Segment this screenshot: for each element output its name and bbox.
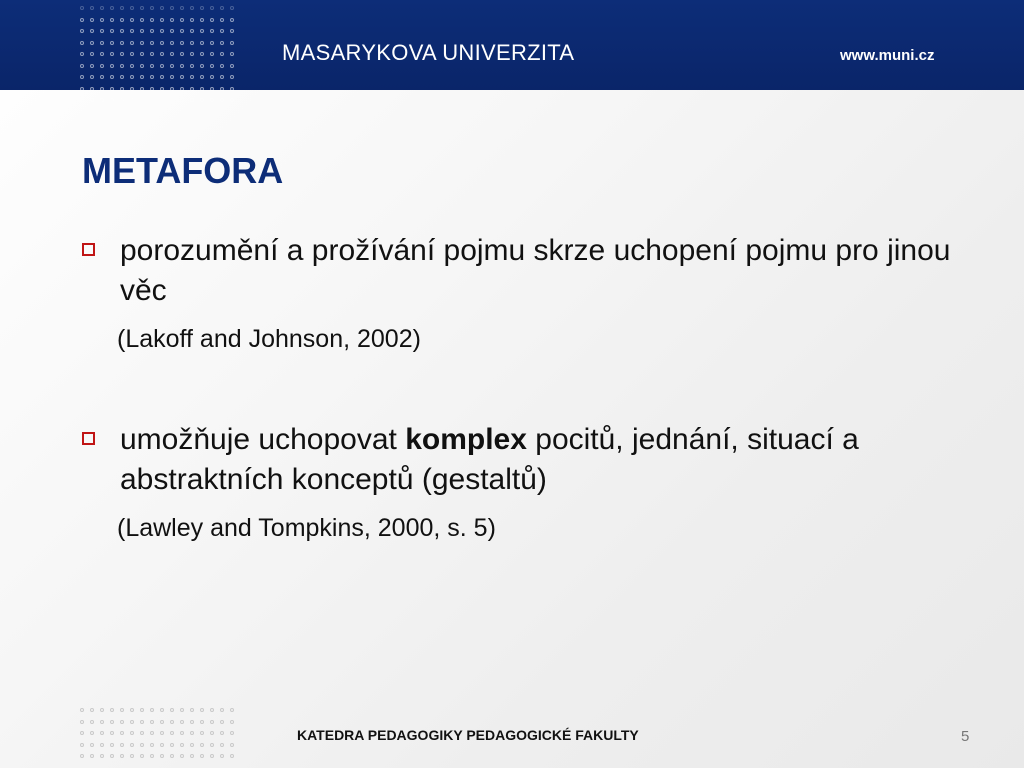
decorative-dot (210, 64, 214, 68)
decorative-dot (210, 52, 214, 56)
decorative-dot (220, 731, 224, 735)
decorative-dot (90, 87, 94, 91)
decorative-dot (130, 64, 134, 68)
decorative-dot (200, 75, 204, 79)
decorative-dot (220, 64, 224, 68)
decorative-dot (90, 98, 94, 102)
decorative-dot (200, 29, 204, 33)
decorative-dot (120, 41, 124, 45)
citation-1: (Lakoff and Johnson, 2002) (117, 325, 421, 353)
decorative-dot (160, 708, 164, 712)
decorative-dot (80, 64, 84, 68)
decorative-dot (230, 75, 234, 79)
decorative-dot (120, 708, 124, 712)
decorative-dot (130, 29, 134, 33)
decorative-dot (210, 754, 214, 758)
decorative-dot (140, 754, 144, 758)
decorative-dot (200, 98, 204, 102)
decorative-dot (120, 29, 124, 33)
decorative-dot (90, 6, 94, 10)
decorative-dot (170, 754, 174, 758)
decorative-dot (200, 731, 204, 735)
decorative-dot (90, 708, 94, 712)
decorative-dot (160, 6, 164, 10)
decorative-dot (160, 52, 164, 56)
decorative-dot (220, 720, 224, 724)
decorative-dot (160, 18, 164, 22)
decorative-dot (100, 708, 104, 712)
decorative-dot (90, 52, 94, 56)
decorative-dot (120, 6, 124, 10)
decorative-dot (150, 64, 154, 68)
decorative-dot (90, 720, 94, 724)
decorative-dot (100, 41, 104, 45)
decorative-dot (180, 754, 184, 758)
decorative-dot (90, 743, 94, 747)
decorative-dot (150, 6, 154, 10)
decorative-dot (80, 87, 84, 91)
decorative-dot (90, 731, 94, 735)
decorative-dot (180, 18, 184, 22)
decorative-dot (190, 41, 194, 45)
decorative-dot (130, 87, 134, 91)
decorative-dot (140, 29, 144, 33)
decorative-dot (110, 720, 114, 724)
decorative-dot (190, 754, 194, 758)
decorative-dot (140, 41, 144, 45)
decorative-dot (220, 754, 224, 758)
decorative-dot (120, 75, 124, 79)
decorative-dot (190, 29, 194, 33)
decorative-dot (120, 98, 124, 102)
footer-dot-pattern (80, 708, 240, 766)
decorative-dot (130, 708, 134, 712)
decorative-dot (80, 731, 84, 735)
decorative-dot (130, 754, 134, 758)
decorative-dot (110, 64, 114, 68)
decorative-dot (150, 708, 154, 712)
slide-title: METAFORA (82, 150, 284, 191)
decorative-dot (200, 41, 204, 45)
decorative-dot (210, 75, 214, 79)
decorative-dot (90, 18, 94, 22)
decorative-dot (180, 41, 184, 45)
decorative-dot (180, 87, 184, 91)
decorative-dot (230, 29, 234, 33)
decorative-dot (90, 64, 94, 68)
bullet-2-text-before: umožňuje uchopovat (120, 423, 406, 456)
decorative-dot (190, 18, 194, 22)
decorative-dot (170, 87, 174, 91)
decorative-dot (140, 87, 144, 91)
decorative-dot (140, 52, 144, 56)
decorative-dot (80, 75, 84, 79)
decorative-dot (190, 6, 194, 10)
decorative-dot (170, 98, 174, 102)
decorative-dot (80, 743, 84, 747)
decorative-dot (210, 87, 214, 91)
citation-2: (Lawley and Tompkins, 2000, s. 5) (117, 514, 496, 542)
decorative-dot (110, 743, 114, 747)
decorative-dot (170, 64, 174, 68)
decorative-dot (160, 731, 164, 735)
decorative-dot (190, 708, 194, 712)
decorative-dot (130, 18, 134, 22)
university-name: MASARYKOVA UNIVERZITA (282, 40, 575, 65)
decorative-dot (230, 64, 234, 68)
decorative-dot (190, 720, 194, 724)
decorative-dot (150, 743, 154, 747)
decorative-dot (140, 6, 144, 10)
decorative-dot (170, 731, 174, 735)
decorative-dot (150, 720, 154, 724)
decorative-dot (80, 754, 84, 758)
decorative-dot (110, 52, 114, 56)
decorative-dot (230, 743, 234, 747)
decorative-dot (200, 754, 204, 758)
decorative-dot (220, 41, 224, 45)
decorative-dot (170, 743, 174, 747)
decorative-dot (130, 731, 134, 735)
footer-department: KATEDRA PEDAGOGIKY PEDAGOGICKÉ FAKULTY (297, 727, 639, 743)
decorative-dot (80, 52, 84, 56)
decorative-dot (130, 52, 134, 56)
decorative-dot (180, 708, 184, 712)
decorative-dot (120, 743, 124, 747)
bullet-2-bold-term: komplex (405, 423, 527, 456)
decorative-dot (180, 29, 184, 33)
decorative-dot (180, 64, 184, 68)
decorative-dot (150, 75, 154, 79)
decorative-dot (160, 41, 164, 45)
decorative-dot (200, 52, 204, 56)
decorative-dot (230, 720, 234, 724)
decorative-dot (130, 75, 134, 79)
decorative-dot (220, 75, 224, 79)
decorative-dot (230, 52, 234, 56)
bullet-2-text-after: pocitů, jednání, situací a abstraktních konceptů (gestaltů) (120, 423, 859, 496)
decorative-dot (190, 87, 194, 91)
decorative-dot (80, 18, 84, 22)
decorative-dot (160, 29, 164, 33)
decorative-dot (210, 6, 214, 10)
decorative-dot (110, 18, 114, 22)
decorative-dot (230, 87, 234, 91)
decorative-dot (140, 708, 144, 712)
decorative-dot (120, 18, 124, 22)
bullet-1-text: porozumění a prožívání pojmu skrze uchopení pojmu pro jinou věc (120, 234, 951, 307)
decorative-dot (220, 18, 224, 22)
decorative-dot (140, 75, 144, 79)
decorative-dot (120, 52, 124, 56)
decorative-dot (90, 754, 94, 758)
decorative-dot (210, 720, 214, 724)
decorative-dot (160, 743, 164, 747)
decorative-dot (100, 720, 104, 724)
decorative-dot (170, 6, 174, 10)
decorative-dot (120, 731, 124, 735)
decorative-dot (220, 52, 224, 56)
decorative-dot (90, 29, 94, 33)
decorative-dot (150, 52, 154, 56)
decorative-dot (180, 6, 184, 10)
decorative-dot (100, 87, 104, 91)
university-url[interactable]: www.muni.cz (840, 47, 935, 64)
decorative-dot (110, 754, 114, 758)
decorative-dot (180, 52, 184, 56)
decorative-dot (100, 64, 104, 68)
decorative-dot (200, 64, 204, 68)
decorative-dot (130, 6, 134, 10)
decorative-dot (160, 720, 164, 724)
decorative-dot (110, 41, 114, 45)
decorative-dot (170, 18, 174, 22)
decorative-dot (190, 75, 194, 79)
decorative-dot (150, 18, 154, 22)
decorative-dot (120, 64, 124, 68)
decorative-dot (180, 98, 184, 102)
decorative-dot (210, 743, 214, 747)
decorative-dot (140, 731, 144, 735)
decorative-dot (230, 754, 234, 758)
decorative-dot (140, 18, 144, 22)
decorative-dot (210, 731, 214, 735)
decorative-dot (120, 754, 124, 758)
decorative-dot (160, 87, 164, 91)
decorative-dot (200, 87, 204, 91)
decorative-dot (130, 41, 134, 45)
decorative-dot (180, 720, 184, 724)
decorative-dot (100, 75, 104, 79)
decorative-dot (110, 6, 114, 10)
decorative-dot (230, 708, 234, 712)
decorative-dot (180, 75, 184, 79)
page-number: 5 (961, 728, 970, 745)
decorative-dot (80, 41, 84, 45)
decorative-dot (130, 743, 134, 747)
decorative-dot (110, 98, 114, 102)
decorative-dot (210, 708, 214, 712)
decorative-dot (100, 18, 104, 22)
decorative-dot (100, 52, 104, 56)
decorative-dot (160, 754, 164, 758)
decorative-dot (230, 98, 234, 102)
decorative-dot (80, 98, 84, 102)
decorative-dot (190, 52, 194, 56)
decorative-dot (230, 41, 234, 45)
decorative-dot (110, 29, 114, 33)
header-dot-pattern (80, 6, 240, 110)
decorative-dot (210, 98, 214, 102)
decorative-dot (220, 29, 224, 33)
decorative-dot (170, 41, 174, 45)
decorative-dot (170, 720, 174, 724)
decorative-dot (200, 720, 204, 724)
decorative-dot (170, 708, 174, 712)
bullet-text-2 (120, 420, 990, 500)
decorative-dot (170, 52, 174, 56)
decorative-dot (160, 75, 164, 79)
decorative-dot (90, 75, 94, 79)
decorative-dot (160, 98, 164, 102)
decorative-dot (140, 743, 144, 747)
decorative-dot (210, 18, 214, 22)
decorative-dot (80, 708, 84, 712)
decorative-dot (130, 720, 134, 724)
decorative-dot (230, 6, 234, 10)
decorative-dot (200, 708, 204, 712)
decorative-dot (100, 743, 104, 747)
decorative-dot (170, 75, 174, 79)
decorative-dot (110, 731, 114, 735)
header-bar (0, 0, 1024, 90)
decorative-dot (200, 6, 204, 10)
decorative-dot (150, 731, 154, 735)
bullet-text-1 (120, 231, 990, 311)
decorative-dot (190, 731, 194, 735)
decorative-dot (150, 754, 154, 758)
decorative-dot (90, 41, 94, 45)
decorative-dot (120, 87, 124, 91)
decorative-dot (150, 29, 154, 33)
decorative-dot (80, 6, 84, 10)
decorative-dot (110, 708, 114, 712)
decorative-dot (160, 64, 164, 68)
decorative-dot (220, 98, 224, 102)
decorative-dot (80, 29, 84, 33)
decorative-dot (150, 98, 154, 102)
decorative-dot (150, 87, 154, 91)
decorative-dot (100, 731, 104, 735)
decorative-dot (180, 731, 184, 735)
decorative-dot (190, 98, 194, 102)
decorative-dot (200, 18, 204, 22)
square-bullet-icon (82, 432, 95, 445)
decorative-dot (130, 98, 134, 102)
decorative-dot (140, 720, 144, 724)
decorative-dot (140, 64, 144, 68)
decorative-dot (150, 41, 154, 45)
decorative-dot (120, 720, 124, 724)
decorative-dot (220, 87, 224, 91)
decorative-dot (140, 98, 144, 102)
decorative-dot (210, 41, 214, 45)
decorative-dot (220, 6, 224, 10)
decorative-dot (100, 6, 104, 10)
decorative-dot (100, 29, 104, 33)
decorative-dot (210, 29, 214, 33)
decorative-dot (190, 743, 194, 747)
decorative-dot (230, 731, 234, 735)
decorative-dot (110, 87, 114, 91)
decorative-dot (190, 64, 194, 68)
decorative-dot (80, 720, 84, 724)
square-bullet-icon (82, 243, 95, 256)
decorative-dot (230, 18, 234, 22)
decorative-dot (100, 754, 104, 758)
decorative-dot (200, 743, 204, 747)
decorative-dot (100, 98, 104, 102)
decorative-dot (220, 708, 224, 712)
decorative-dot (180, 743, 184, 747)
decorative-dot (220, 743, 224, 747)
decorative-dot (170, 29, 174, 33)
decorative-dot (110, 75, 114, 79)
